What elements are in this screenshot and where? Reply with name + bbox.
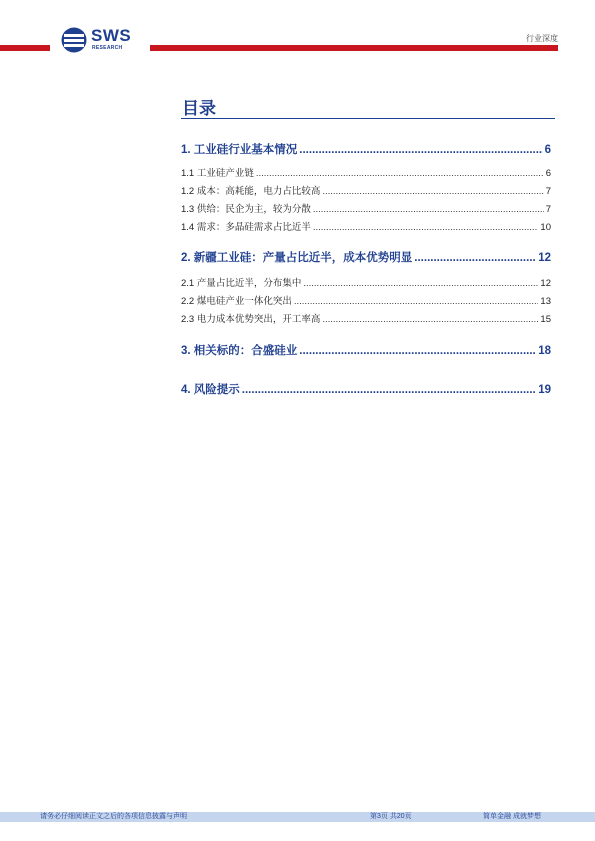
toc-leader-dots	[313, 222, 539, 233]
toc-entry-label: 1. 工业硅行业基本情况	[181, 144, 298, 156]
toc-leader-dots	[313, 204, 544, 215]
toc-leader-dots	[303, 278, 538, 289]
toc-entry-label: 1.4 需求：多晶硅需求占比近半	[181, 222, 311, 233]
toc-entry-page: 12	[538, 252, 551, 264]
footer-disclaimer: 请务必仔细阅读正文之后的各项信息披露与声明	[40, 813, 187, 820]
toc-entry-1-2[interactable]	[181, 183, 551, 197]
toc-entry-section-4[interactable]	[181, 381, 551, 397]
toc-entry-page: 7	[545, 204, 551, 215]
toc-leader-dots	[294, 296, 539, 307]
sws-logo-icon	[61, 27, 87, 53]
toc-entry-label: 3. 相关标的：合盛硅业	[181, 345, 298, 357]
toc-entry-page: 19	[538, 384, 551, 396]
toc-entry-2-1[interactable]	[181, 275, 551, 289]
toc-leader-dots	[414, 252, 536, 264]
toc-entry-1-4[interactable]	[181, 219, 551, 233]
toc-leader-dots	[322, 186, 543, 197]
toc-leader-dots	[242, 384, 536, 396]
toc-entry-label: 2.3 电力成本优势突出，开工率高	[181, 314, 321, 325]
toc-leader-dots	[322, 314, 538, 325]
toc-title-rule	[181, 118, 555, 119]
header-right-bar	[150, 45, 558, 51]
header-left-bar	[0, 45, 50, 51]
toc-entry-page: 18	[538, 345, 551, 357]
toc-entry-page: 12	[540, 278, 551, 289]
toc-entry-1-3[interactable]	[181, 201, 551, 215]
toc-leader-dots	[256, 168, 544, 179]
toc-entry-2-3[interactable]	[181, 311, 551, 325]
toc-entry-label: 2.2 煤电硅产业一体化突出	[181, 296, 292, 307]
logo-subtext: RESEARCH	[92, 45, 123, 51]
footer-page-info: 第3页 共20页	[370, 813, 412, 820]
toc-entry-page: 13	[540, 296, 551, 307]
toc-entry-label: 1.2 成本：高耗能，电力占比较高	[181, 186, 321, 197]
toc-entry-page: 6	[545, 168, 551, 179]
toc-entry-label: 4. 风险提示	[181, 384, 240, 396]
toc-leader-dots	[299, 345, 536, 357]
toc-entry-section-1[interactable]	[181, 141, 551, 157]
toc-entry-1-1[interactable]	[181, 165, 551, 179]
logo-text: SWS	[91, 26, 132, 45]
toc-entry-label: 1.3 供给：民企为主，较为分散	[181, 204, 311, 215]
report-type-tag: 行业深度	[526, 34, 558, 43]
toc-entry-page: 7	[545, 186, 551, 197]
toc-entry-page: 15	[540, 314, 551, 325]
toc-entry-page: 6	[544, 144, 551, 156]
toc-entry-label: 2.1 产量占比近半，分布集中	[181, 278, 302, 289]
toc-entry-section-3[interactable]	[181, 342, 551, 358]
toc-entry-page: 10	[540, 222, 551, 233]
toc-entry-section-2[interactable]	[181, 249, 551, 265]
toc-leader-dots	[299, 144, 542, 156]
toc-title: 目录	[182, 99, 216, 118]
toc-entry-label: 1.1 工业硅产业链	[181, 168, 254, 179]
footer-slogan: 简单金融 成就梦想	[483, 813, 541, 820]
toc-entry-2-2[interactable]	[181, 293, 551, 307]
sws-logo	[61, 25, 141, 55]
toc-entry-label: 2. 新疆工业硅：产量占比近半，成本优势明显	[181, 252, 413, 264]
